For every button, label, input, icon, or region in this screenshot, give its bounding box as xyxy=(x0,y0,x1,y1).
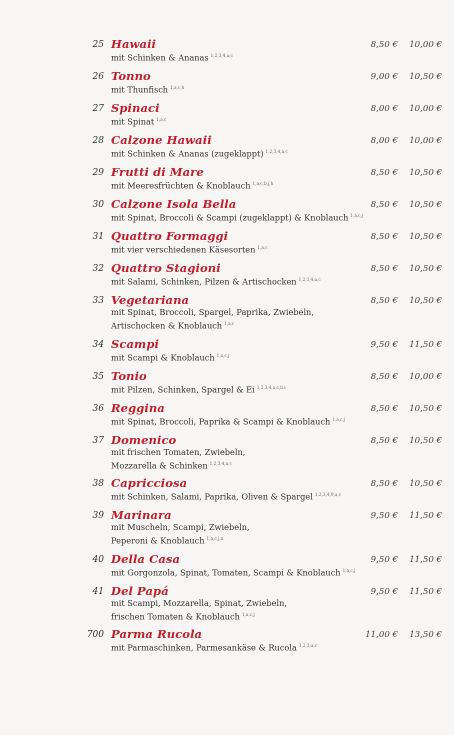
item-name: Quattro Stagioni xyxy=(111,261,221,275)
allergen-codes: 1,a,c,j xyxy=(342,567,356,573)
item-description xyxy=(111,178,273,192)
description-text: mit Scampi, Mozzarella, Spinat, Zwiebeln, xyxy=(111,597,287,608)
item-name: Reggina xyxy=(111,400,165,415)
description-text: mit Muscheln, Scampi, Zwiebeln, xyxy=(111,522,250,532)
allergen-codes: 1,a,c,j xyxy=(216,352,230,358)
description-text: frischen Tomaten & Knoblauch xyxy=(111,611,240,622)
item-description xyxy=(111,306,314,332)
allergen-codes: 1,2,3,4,a,c xyxy=(209,460,232,466)
item-number: 36 xyxy=(92,403,104,414)
price-large: 10,00 € xyxy=(409,371,442,382)
item-name: Tonio xyxy=(111,368,147,383)
price-small: 9,50 € xyxy=(370,586,398,597)
item-number: 700 xyxy=(86,630,104,640)
item-description xyxy=(111,414,345,428)
item-description xyxy=(111,114,166,128)
allergen-codes: 1,a,c xyxy=(224,321,235,326)
item-description xyxy=(111,565,355,579)
allergen-codes: 1,a,c,j,n xyxy=(206,536,224,541)
item-number: 34 xyxy=(92,339,104,350)
item-name: Vegetariana xyxy=(111,293,190,307)
item-name: Capricciosa xyxy=(111,476,188,490)
allergen-codes: 1,2,3,4,a,c xyxy=(210,53,233,58)
item-description xyxy=(111,640,317,654)
item-number: 32 xyxy=(92,264,104,274)
price-large: 10,50 € xyxy=(409,72,442,82)
price-large: 13,50 € xyxy=(409,630,442,640)
price-small: 8,50 € xyxy=(370,371,398,382)
description-line xyxy=(111,210,363,224)
price-large: 11,50 € xyxy=(409,554,442,565)
item-number: 35 xyxy=(92,371,104,382)
allergen-codes: 1,2,3,4,a,c xyxy=(298,277,321,282)
description-line xyxy=(111,114,166,128)
description-text: mit Thunfisch xyxy=(111,84,169,95)
price-large: 10,50 € xyxy=(409,479,442,489)
price-small: 8,50 € xyxy=(370,200,398,210)
price-large: 10,50 € xyxy=(409,435,442,446)
price-large: 10,00 € xyxy=(409,136,442,146)
item-name: Calzone Isola Bella xyxy=(111,197,237,211)
description-text: mit Parmaschinken, Parmesankäse & Rucola xyxy=(111,642,297,653)
allergen-codes: 1,a,c,j xyxy=(350,213,364,218)
item-name: Della Casa xyxy=(111,551,181,566)
description-line xyxy=(111,146,288,160)
description-text: mit Spinat, Broccoli & Scampi (zugeklappt) & Knoblauch xyxy=(111,212,349,223)
price-small: 8,50 € xyxy=(370,435,398,446)
description-line xyxy=(111,446,245,458)
description-line xyxy=(111,521,250,533)
item-number: 31 xyxy=(92,232,104,242)
description-text: mit Pilzen, Schinken, Spargel & Ei xyxy=(111,384,255,395)
item-description xyxy=(111,382,286,396)
item-description xyxy=(111,146,288,160)
item-description xyxy=(111,350,229,364)
description-text: mit vier verschiedenen Käsesorten xyxy=(111,244,256,255)
item-number: 25 xyxy=(92,40,104,50)
item-number: 28 xyxy=(92,136,104,146)
allergen-codes: 1,a,c,b,j,h xyxy=(252,181,274,186)
description-text: mit Spinat, Broccoli, Spargel, Paprika, Zwiebeln, xyxy=(111,307,314,317)
allergen-codes: 1,a,c,j xyxy=(332,416,346,422)
item-number: 40 xyxy=(92,554,104,565)
item-number: 38 xyxy=(92,479,104,489)
description-line xyxy=(111,597,287,609)
price-large: 11,50 € xyxy=(409,586,442,597)
price-small: 8,50 € xyxy=(370,403,398,414)
item-description xyxy=(111,82,184,96)
item-number: 39 xyxy=(92,511,104,521)
allergen-codes: 1,2,3,4,a,c xyxy=(265,149,288,154)
price-small: 8,00 € xyxy=(370,136,398,146)
description-text: mit frischen Tomaten, Zwiebeln, xyxy=(111,446,246,457)
price-large: 11,50 € xyxy=(409,339,442,350)
description-line xyxy=(111,306,314,318)
allergen-codes: 1,a,c xyxy=(156,117,167,122)
price-small: 9,50 € xyxy=(370,339,398,350)
price-large: 10,50 € xyxy=(409,232,442,242)
item-description xyxy=(111,242,268,256)
description-line xyxy=(111,350,229,364)
price-small: 8,50 € xyxy=(370,40,398,50)
price-small: 9,50 € xyxy=(370,511,398,521)
price-large: 10,50 € xyxy=(409,296,442,306)
description-text: Peperoni & Knoblauch xyxy=(111,535,205,546)
description-line xyxy=(111,609,287,623)
description-line xyxy=(111,640,317,654)
description-text: Mozzarella & Schinken xyxy=(111,460,208,471)
description-text: Artischocken & Knoblauch xyxy=(111,320,223,331)
item-name: Marinara xyxy=(111,508,172,522)
item-description xyxy=(111,597,287,623)
item-name: Del Papá xyxy=(111,583,169,598)
item-number: 29 xyxy=(92,168,104,178)
allergen-codes: 1,2,3,4,9,a,c xyxy=(314,492,342,497)
item-name: Spinaci xyxy=(111,101,160,115)
price-large: 11,50 € xyxy=(409,511,442,521)
description-line xyxy=(111,82,184,96)
price-small: 8,50 € xyxy=(370,264,398,274)
description-text: mit Salami, Schinken, Pilzen & Artischocken xyxy=(111,276,297,287)
description-text: mit Meeresfrüchten & Knoblauch xyxy=(111,180,251,191)
allergen-codes: 1,a,c,j xyxy=(241,611,255,617)
price-large: 10,50 € xyxy=(409,264,442,274)
description-line xyxy=(111,318,314,332)
price-small: 9,00 € xyxy=(370,72,398,82)
item-description xyxy=(111,521,250,547)
item-name: Frutti di Mare xyxy=(111,165,204,179)
item-number: 26 xyxy=(92,72,104,82)
description-text: mit Schinken, Salami, Paprika, Oliven & Spargel xyxy=(111,491,313,502)
price-large: 10,50 € xyxy=(409,200,442,210)
description-text: mit Schinken & Ananas (zugeklappt) xyxy=(111,148,264,159)
description-line xyxy=(111,533,250,547)
description-line xyxy=(111,414,345,428)
item-name: Domenico xyxy=(111,432,177,447)
allergen-codes: 1,a,c,h xyxy=(170,85,185,90)
item-description xyxy=(111,210,363,224)
allergen-codes: 1,2,3,4,a,c,b,i xyxy=(256,384,286,390)
price-large: 10,00 € xyxy=(409,104,442,114)
item-name: Tonno xyxy=(111,69,151,83)
item-name: Parma Rucola xyxy=(111,627,203,641)
price-small: 8,50 € xyxy=(370,168,398,178)
description-text: mit Scampi & Knoblauch xyxy=(111,352,215,363)
price-small: 11,00 € xyxy=(365,630,398,640)
price-small: 9,50 € xyxy=(370,554,398,565)
price-large: 10,50 € xyxy=(409,168,442,178)
item-description xyxy=(111,446,245,472)
allergen-codes: 1,2,3,a,c xyxy=(298,643,318,648)
price-small: 8,00 € xyxy=(370,104,398,114)
item-description xyxy=(111,274,321,288)
item-description xyxy=(111,50,233,64)
item-number: 41 xyxy=(92,586,104,597)
description-text: mit Schinken & Ananas xyxy=(111,52,209,63)
item-description xyxy=(111,489,341,503)
description-line xyxy=(111,50,233,64)
description-line xyxy=(111,178,273,192)
description-line xyxy=(111,565,355,579)
price-small: 8,50 € xyxy=(370,232,398,242)
description-line xyxy=(111,458,245,472)
item-number: 37 xyxy=(92,435,104,446)
description-line xyxy=(111,489,341,503)
item-name: Quattro Formaggi xyxy=(111,229,229,243)
description-text: mit Spinat, Broccoli, Paprika & Scampi & Knoblauch xyxy=(111,416,331,427)
item-number: 27 xyxy=(92,104,104,114)
description-line xyxy=(111,382,286,396)
price-small: 8,50 € xyxy=(370,479,398,489)
item-name: Calzone Hawaii xyxy=(111,133,212,147)
item-name: Hawaii xyxy=(111,37,157,51)
item-number: 30 xyxy=(92,200,104,210)
price-large: 10,00 € xyxy=(409,40,442,50)
price-small: 8,50 € xyxy=(370,296,398,306)
item-number: 33 xyxy=(92,296,104,306)
item-name: Scampi xyxy=(111,336,159,351)
allergen-codes: 1,a,c xyxy=(257,245,268,250)
description-text: mit Spinat xyxy=(111,116,155,127)
description-line xyxy=(111,242,268,256)
price-large: 10,50 € xyxy=(409,403,442,414)
description-text: mit Gorgonzola, Spinat, Tomaten, Scampi & Knoblauch xyxy=(111,567,341,578)
description-line xyxy=(111,274,321,288)
